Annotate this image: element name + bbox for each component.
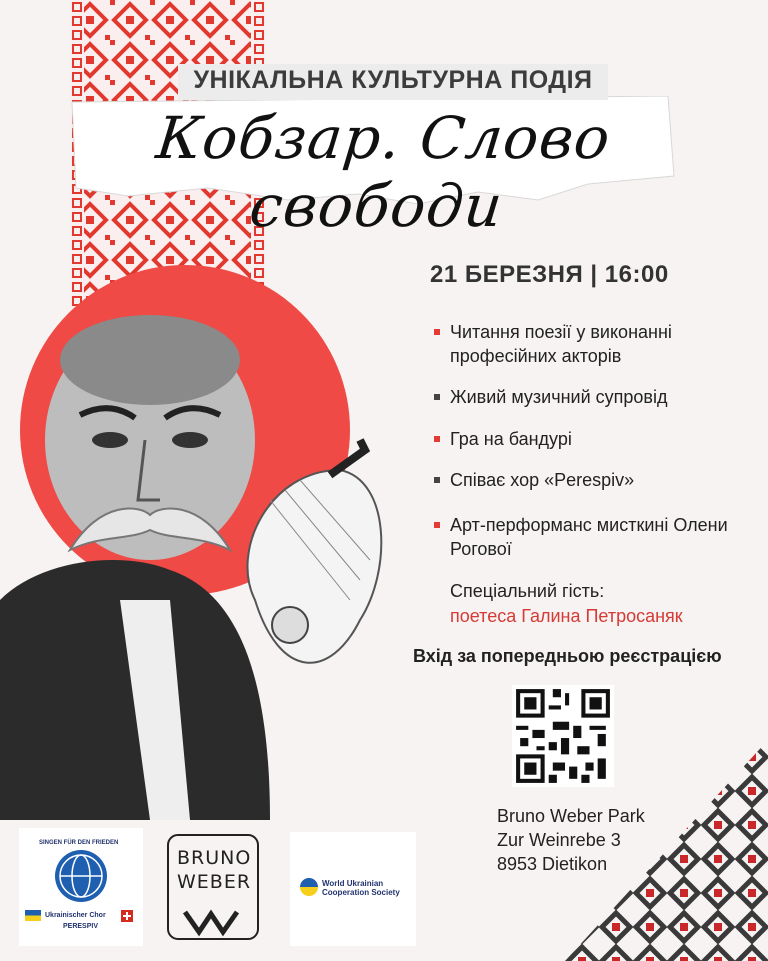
registration-note: Вхід за попередньою реєстрацією	[413, 646, 722, 666]
program-item	[450, 320, 750, 368]
wucs-line1: World Ukrainian	[322, 879, 384, 888]
program-item	[450, 385, 750, 409]
bruno-weber-text: BRUNO WEBER	[177, 847, 252, 893]
bandura-icon	[248, 440, 382, 663]
venue-city: 8953 Dietikon	[497, 854, 608, 874]
wucs-line2: Cooperation Society	[322, 888, 400, 897]
program-item	[450, 468, 750, 492]
special-guest-name: поетеса Галина Петросаняк	[450, 606, 683, 626]
bullet-marker-icon	[434, 436, 440, 442]
venue-street: Zur Weinrebe 3	[497, 830, 621, 850]
program-item	[450, 427, 750, 451]
ukraine-circle-icon	[300, 878, 318, 896]
program-item-text: Співає хор «Perespiv»	[450, 470, 635, 490]
portrait-illustration	[0, 300, 400, 820]
program-item-text: Живий музичний супровід	[450, 387, 668, 407]
bruno-weber-logo	[165, 832, 261, 942]
choir-name: Ukrainischer Chor	[45, 912, 106, 919]
choir-arc-text: SINGEN FÜR DEN FRIEDEN	[39, 840, 119, 846]
special-guest-label: Спеціальний гість:	[450, 581, 605, 601]
program-item	[450, 513, 750, 561]
program-item-text: Гра на бандурі	[450, 429, 572, 449]
bullet-marker-icon	[434, 329, 440, 335]
swiss-flag-icon	[121, 910, 133, 922]
corner-embroidery-icon	[565, 740, 768, 961]
event-title: Кобзар. Слово свободи	[153, 104, 614, 240]
venue-name: Bruno Weber Park	[497, 806, 645, 826]
event-date-time: 21 БЕРЕЗНЯ | 16:00	[430, 261, 669, 288]
event-subtitle: УНІКАЛЬНА КУЛЬТУРНА ПОДІЯ	[193, 66, 593, 94]
bullet-marker-icon	[434, 522, 440, 528]
choir-logo	[19, 828, 143, 946]
program-item-text: Арт-перформанс мисткині Олени Рогової	[450, 515, 728, 559]
program-item-text: Читання поезії у виконанні професійних акторів	[450, 322, 672, 366]
bullet-marker-icon	[434, 394, 440, 400]
choir-sub: PERESPIV	[63, 923, 99, 930]
wucs-logo	[290, 832, 416, 946]
ukraine-flag-icon	[25, 910, 41, 921]
bullet-marker-icon	[434, 477, 440, 483]
